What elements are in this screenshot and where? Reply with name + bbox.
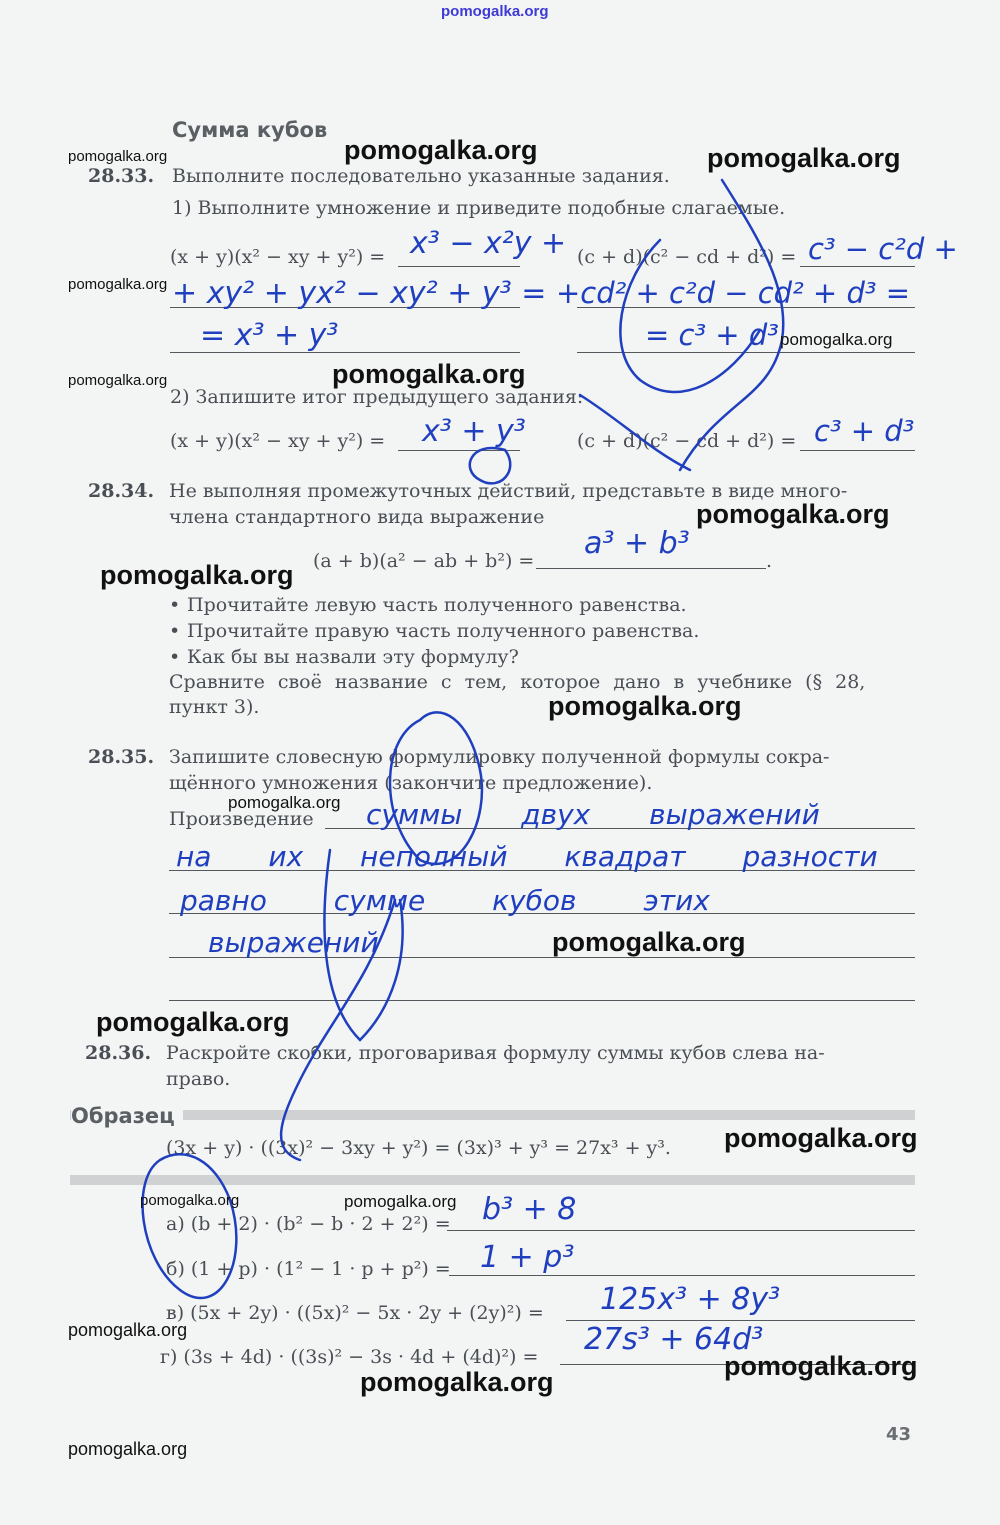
handwritten-answer-b: 1 + p³ (480, 1240, 575, 1275)
bullet-1: • Прочитайте левую часть полученного равенства. (169, 594, 687, 616)
watermark-big: pomogalka.org (724, 1351, 918, 1381)
ink-stroke-loop (620, 240, 760, 392)
watermark-small: pomogalka.org (68, 1320, 188, 1340)
exercise-number-28-35: 28.35. (88, 746, 155, 768)
item-a: а) (b + 2) · (b² − b · 2 + 2²) = (166, 1213, 451, 1235)
watermark-small: pomogalka.org (68, 1439, 188, 1459)
exercise-28-35-task-1: Запишите словесную формулировку полученной формулы сокра- (169, 746, 830, 768)
bullet-2: • Прочитайте правую часть полученного равенства. (169, 620, 700, 642)
exercise-28-36-task-1: Раскройте скобки, проговаривая формулу суммы кубов слева на- (166, 1042, 825, 1064)
watermark-big: pomogalka.org (344, 135, 538, 165)
handwritten-line-2: на их неполный квадрат разности (176, 840, 878, 873)
compare-line-1: Сравните своё название с тем, которое дано в учебнике (§ 28, (169, 671, 866, 693)
exercise-28-35-task-2: щённого умножения (закончите предложение). (169, 772, 653, 794)
item-b: б) (1 + p) · (1² − 1 · p + p²) = (166, 1258, 451, 1280)
watermark-big: pomogalka.org (100, 560, 294, 590)
watermark-big: pomogalka.org (724, 1123, 918, 1153)
site-header-link[interactable]: pomogalka.org (441, 3, 549, 20)
expr-left-2: (x + y)(x² − xy + y²) = (170, 430, 386, 452)
watermark-small: pomogalka.org (344, 1192, 457, 1211)
item-g: г) (3s + 4d) · ((3s)² − 3s · 4d + (4d)²) = (160, 1346, 539, 1368)
ink-stroke-zero-2 (324, 850, 402, 1040)
ink-stroke-ring (143, 1154, 237, 1298)
handwritten-left-1: x³ − x²y + (410, 226, 567, 261)
handwritten-left-2: + xy² + yx² − xy² + y³ = (172, 276, 547, 311)
handwritten-right-3: = c³ + d³ (645, 318, 779, 352)
expr-right-2: (c + d)(c² − cd + d²) = (577, 430, 797, 452)
sample-label: Образец (71, 1104, 183, 1128)
exercise-28-33-step2: 2) Запишите итог предыдущего задания: (170, 386, 584, 408)
exercise-28-33-task: Выполните последовательно указанные задания. (172, 165, 670, 187)
expr-a-b: (a + b)(a² − ab + b²) = (313, 550, 535, 572)
handwritten-answer-a: b³ + 8 (482, 1192, 577, 1227)
handwritten-line-4: выражений (208, 926, 379, 959)
compare-line-2: пункт 3). (169, 696, 260, 718)
watermark-small: pomogalka.org (228, 793, 341, 812)
item-v: в) (5x + 2y) · ((5x)² − 5x · 2y + (2y)²) = (166, 1302, 544, 1324)
handwritten-answer-34: a³ + b³ (584, 526, 690, 561)
handwritten-answer-g: 27s³ + 64d³ (584, 1322, 764, 1357)
watermark-big: pomogalka.org (548, 691, 742, 721)
exercise-28-36-task-2: право. (166, 1068, 231, 1090)
period: . (766, 550, 773, 572)
handwritten-line-3: равно сумме кубов этих (180, 884, 710, 917)
expr-left: (x + y)(x² − xy + y²) = (170, 246, 386, 268)
lead-word: Произведение (169, 808, 314, 830)
exercise-28-33-step1: 1) Выполните умножение и приведите подобные слагаемые. (172, 197, 786, 219)
watermark-big: pomogalka.org (360, 1367, 554, 1397)
exercise-number-28-36: 28.36. (85, 1042, 152, 1064)
ink-stroke-tail (580, 395, 690, 470)
watermark-big: pomogalka.org (332, 359, 526, 389)
ink-stroke-diagonal (680, 180, 783, 470)
ink-stroke-zero (470, 448, 510, 483)
handwritten-answer-v: 125x³ + 8y³ (600, 1282, 781, 1317)
expr-right: (c + d)(c² − cd + d²) = (577, 246, 797, 268)
exercise-28-34-task-2: члена стандартного вида выражение (169, 506, 545, 528)
watermark-small: pomogalka.org (780, 330, 893, 349)
watermark-small: pomogalka.org (140, 1192, 240, 1209)
watermark-small: pomogalka.org (68, 372, 168, 389)
section-title: Сумма кубов (172, 118, 328, 142)
exercise-number-28-33: 28.33. (88, 165, 155, 187)
bullet-3: • Как бы вы назвали эту формулу? (169, 646, 519, 668)
watermark-big: pomogalka.org (96, 1007, 290, 1037)
handwritten-right-2: +cd² + c²d − cd² + d³ = (556, 276, 910, 310)
ink-stroke-long (281, 900, 395, 1160)
page-number: 43 (886, 1424, 912, 1445)
handwritten-line-1: суммы двух выражений (366, 798, 820, 831)
watermark-small: pomogalka.org (68, 148, 168, 165)
handwritten-left-3: = x³ + y³ (200, 318, 339, 353)
watermark-small: pomogalka.org (68, 276, 168, 293)
handwritten-right-result: c³ + d³ (814, 414, 915, 448)
watermark-big: pomogalka.org (696, 499, 890, 529)
exercise-28-34-task-1: Не выполняя промежуточных действий, представьте в виде много- (169, 480, 848, 502)
ink-stroke-circle (390, 712, 482, 864)
sample-expression: (3x + y) · ((3x)² − 3xy + y²) = (3x)³ + y³ = 27x³ + y³. (166, 1137, 671, 1159)
exercise-number-28-34: 28.34. (88, 480, 155, 502)
watermark-big: pomogalka.org (552, 927, 746, 957)
handwritten-right-1: c³ − c²d + (808, 232, 958, 266)
watermark-big: pomogalka.org (707, 143, 901, 173)
handwritten-left-result: x³ + y³ (422, 414, 526, 449)
